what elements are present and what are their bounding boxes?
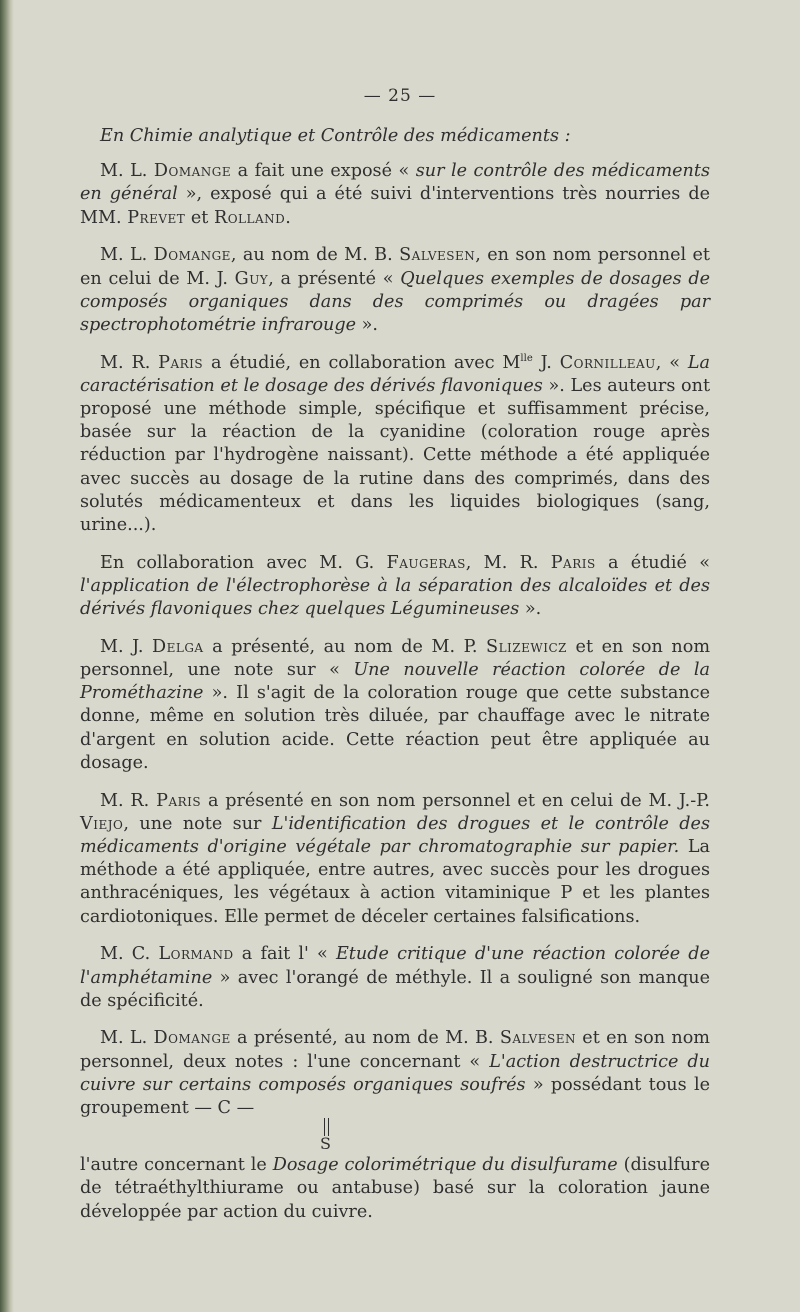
author-name: Salvesen [399, 245, 476, 266]
paragraph-domange-controle: M. L. Domange a fait une exposé « sur le contrôle des médicaments en général », exposé qui a été suivi d'interventions très nourries de MM. Prevet et Rolland. [80, 161, 710, 228]
author-name: Paris [158, 352, 204, 373]
author-name: Rolland [213, 207, 286, 228]
author-name: Delga [152, 636, 204, 657]
author-name: Salvesen [499, 1028, 576, 1049]
author-name: Cornilleau [559, 352, 656, 373]
author-name: Domange [153, 1028, 231, 1049]
talk-title: l'application de l'électrophorèse à la séparation des alcaloïdes et des dérivés flavoniques chez quelques Légumineuses [80, 575, 710, 620]
talk-title: Etude critique d'une réaction colorée de l'amphétamine [80, 944, 710, 988]
page-body [80, 125, 710, 1238]
section-heading: En Chimie analytique et Contrôle des médicaments : [100, 126, 571, 146]
paragraph-faugeras-electrophorese: En collaboration avec M. G. Faugeras, M. R. Paris a étudié « l'application de l'électrophorèse à la séparation des alcaloïdes et des dérivés flavoniques chez quelques Légumineuses ». [80, 552, 710, 620]
talk-title: La caractérisation et le dosage des dérivés flavoniques [80, 352, 711, 396]
superscript: lle [520, 352, 533, 364]
author-name: Domange [153, 161, 232, 182]
paragraph-paris-chromatographie: M. R. Paris a présenté en son nom personnel et en celui de M. J.-P. Viejo, une note sur L'identification des drogues et le contrôle des médicaments d'origine végétale par chromatographie sur papier. La méthode a été appliquée, entre autres, avec succès pour les drogues anthracéniques, les végétaux à action vitaminique P et les plantes cardiotoniques. Elle permet de déceler certaines falsifications. [80, 790, 711, 927]
talk-title: sur le contrôle des médicaments en général [80, 161, 710, 205]
talk-title: L'identification des drogues et le contrôle des médicaments d'origine végétale par chromatographie sur papier. [80, 813, 710, 857]
author-name: Viejo [80, 813, 124, 834]
author-name: Prevet [127, 207, 186, 228]
sulfur-atom: S [320, 1134, 331, 1154]
chemical-group: — C — [188, 1098, 255, 1119]
paragraph-domange-cuivre: M. L. Domange a présenté, au nom de M. B. Salvesen et en son nom personnel, deux notes : l'une concernant « L'action destructrice du cuivre sur certains composés organiques soufrés » possédant tous le groupement — C — [80, 1028, 710, 1119]
author-name: Lormand [158, 944, 234, 965]
author-name: Domange [153, 245, 231, 266]
talk-title: Quelques exemples de dosages de composés organiques dans des comprimés ou dragées par spectrophotométrie infrarouge [80, 268, 710, 335]
page-number: — 25 — [363, 86, 437, 106]
author-name: Paris [156, 790, 202, 811]
author-name: Faugeras [386, 552, 466, 573]
paragraph-disulfurame: l'autre concernant le Dosage colorimétrique du disulfurame (disulfure de tétraéthylthiurame ou antabuse) basé sur la coloration jaune développée par action du cuivre. [80, 1155, 711, 1222]
talk-title: Une nouvelle réaction colorée de la Prométhazine [80, 660, 710, 704]
author-name: Paris [550, 552, 596, 573]
paragraph-domange-infrarouge: M. L. Domange, au nom de M. B. Salvesen, en son nom personnel et en celui de M. J. Guy, a présenté « Quelques exemples de dosages de composés organiques dans des comprimés ou dragées par spectrophotométrie infrarouge ». [80, 245, 710, 335]
talk-title: L'action destructrice du cuivre sur certains composés organiques soufrés [80, 1051, 710, 1095]
paragraph-delga-promethazine: M. J. Delga a présenté, au nom de M. P. Slizewicz et en son nom personnel, une note sur « Une nouvelle réaction colorée de la Prométhazine ». Il s'agit de la coloration rouge que cette substance donne, même en solution très diluée, par chauffage avec le nitrate d'argent en solution acide. Cette réaction peut être appliquée au dosage. [80, 636, 711, 773]
talk-title: Dosage colorimétrique du disulfurame [272, 1155, 618, 1176]
author-name: Guy [234, 268, 269, 289]
thiocarbonyl-formula [80, 1118, 710, 1154]
paragraph-lormand-amphetamine: M. C. Lormand a fait l' « Etude critique d'une réaction colorée de l'amphétamine » avec l'orangé de méthyle. Il a souligné son manque de spécificité. [80, 944, 710, 1011]
author-name: Slizewicz [486, 636, 567, 657]
paragraph-paris-flavoniques: M. R. Paris a étudié, en collaboration avec $M^{lle}$ J. Cornilleau, « La caractérisation et le dosage des dérivés flavoniques ». Les auteurs ont proposé une méthode simple, spécifique et suffisamment précise, basée sur la réaction de la cyanidine (coloration rouge après réduction par l'hydrogène naissant). Cette méthode a été appliquée avec succès au dosage de la rutine dans des comprimés, dans des solutés médicamenteux et dans les liquides biologiques (sang, urine...). [80, 352, 711, 536]
